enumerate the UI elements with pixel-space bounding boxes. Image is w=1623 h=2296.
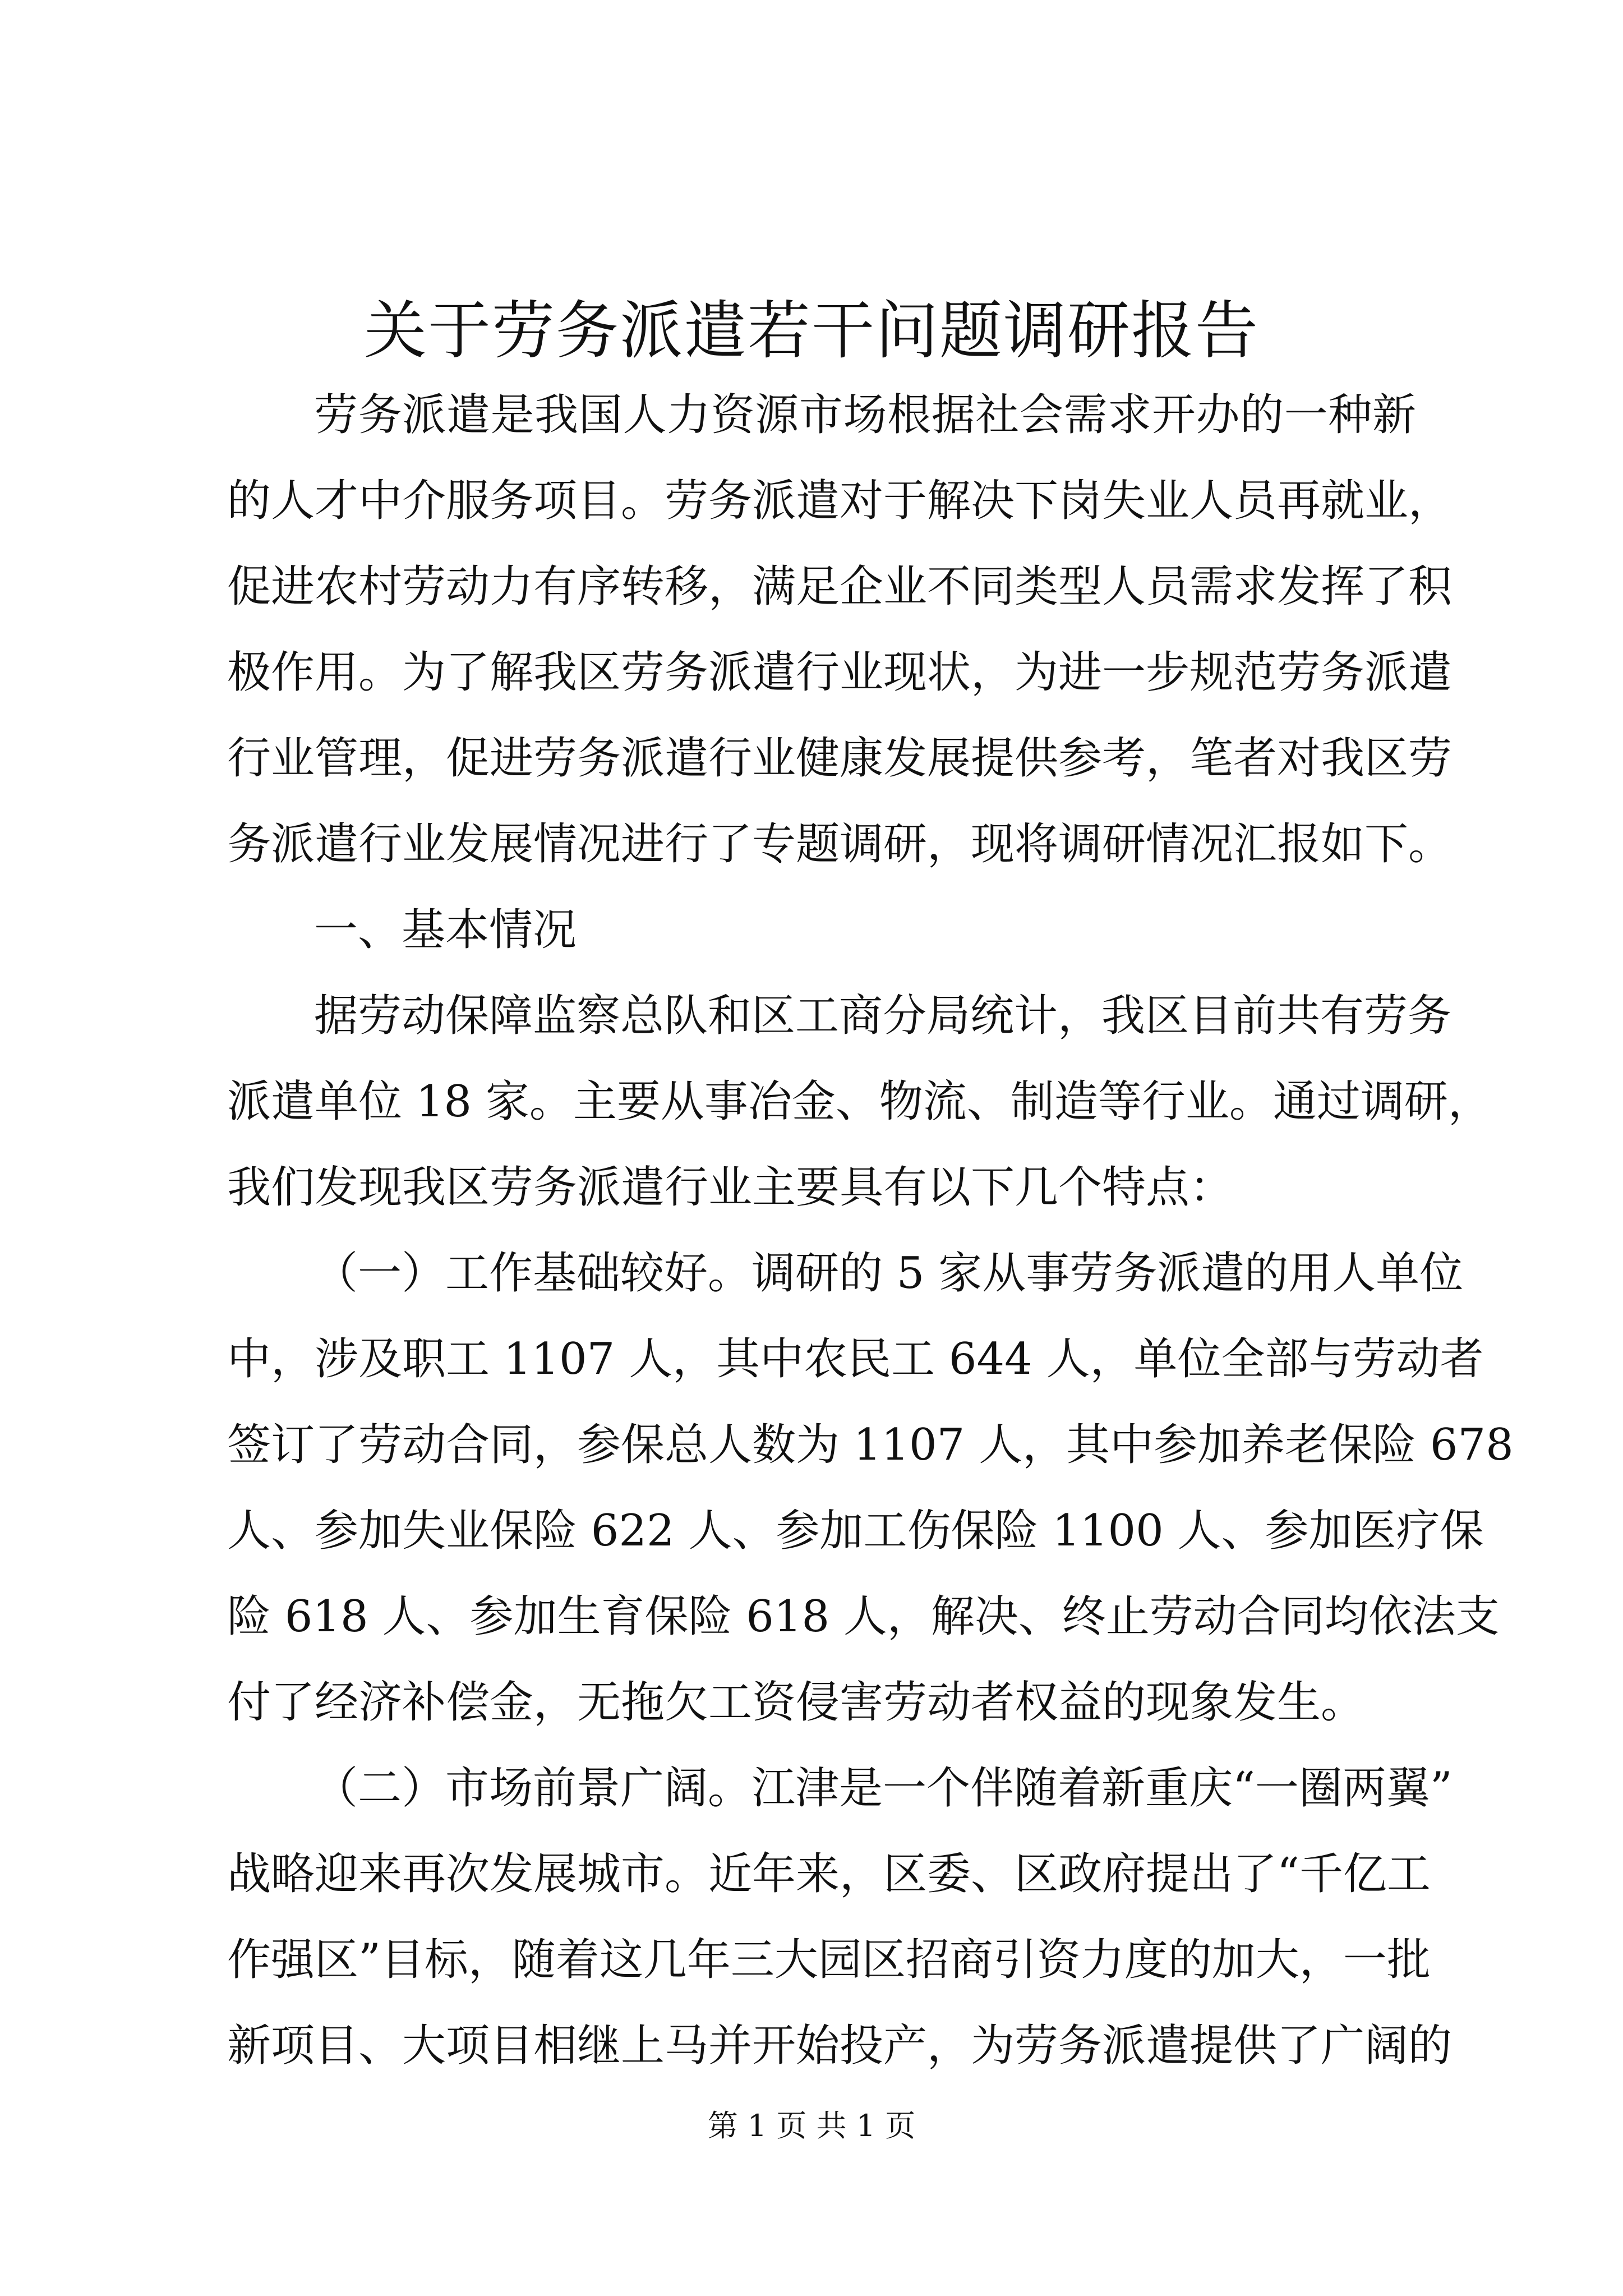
paragraph-line: 我们发现我区劳务派遣行业主要具有以下几个特点：: [227, 1162, 1234, 1213]
paragraph-line: 作强区”目标，随着这几年三大园区招商引资力度的加大，一批: [227, 1935, 1431, 1985]
paragraph-line: 劳务派遣是我国人力资源市场根据社会需求开办的一种新: [314, 390, 1416, 440]
paragraph-line: 签订了劳动合同，参保总人数为 1107 人，其中参加养老保险 678: [227, 1420, 1514, 1470]
paragraph-line: 务派遣行业发展情况进行了专题调研，现将调研情况汇报如下。: [227, 819, 1453, 869]
document-title: 关于劳务派遣若干问题调研报告: [364, 295, 1259, 367]
paragraph-line: 付了经济补偿金，无拖欠工资侵害劳动者权益的现象发生。: [227, 1677, 1365, 1728]
paragraph-line: 险 618 人、参加生育保险 618 人，解决、终止劳动合同均依法支: [227, 1591, 1500, 1642]
paragraph-line: 人、参加失业保险 622 人、参加工伤保险 1100 人、参加医疗保: [227, 1506, 1484, 1556]
paragraph-line: 促进农村劳动力有序转移，满足企业不同类型人员需求发挥了积: [227, 562, 1453, 612]
page-footer: 第 1 页 共 1 页: [707, 2108, 916, 2143]
paragraph-line: 战略迎来再次发展城市。近年来，区委、区政府提出了“千亿工: [227, 1849, 1431, 1899]
section-heading: 一、基本情况: [314, 905, 577, 955]
paragraph-line: 极作用。为了解我区劳务派遣行业现状，为进一步规范劳务派遣: [227, 647, 1453, 698]
paragraph-line: 据劳动保障监察总队和区工商分局统计，我区目前共有劳务: [314, 991, 1452, 1041]
paragraph-line: （二）市场前景广阔。江津是一个伴随着新重庆“一圈两翼”: [314, 1763, 1453, 1814]
paragraph-line: （一）工作基础较好。调研的 5 家从事劳务派遣的用人单位: [314, 1248, 1464, 1299]
paragraph-line: 的人才中介服务项目。劳务派遣对于解决下岗失业人员再就业，: [227, 476, 1453, 526]
paragraph-line: 行业管理，促进劳务派遣行业健康发展提供参考，笔者对我区劳: [227, 733, 1453, 784]
paragraph-line: 派遣单位 18 家。主要从事冶金、物流、制造等行业。通过调研，: [227, 1076, 1492, 1127]
paragraph-line: 新项目、大项目相继上马并开始投产，为劳务派遣提供了广阔的: [227, 2021, 1453, 2071]
paragraph-line: 中，涉及职工 1107 人，其中农民工 644 人，单位全部与劳动者: [227, 1334, 1484, 1384]
